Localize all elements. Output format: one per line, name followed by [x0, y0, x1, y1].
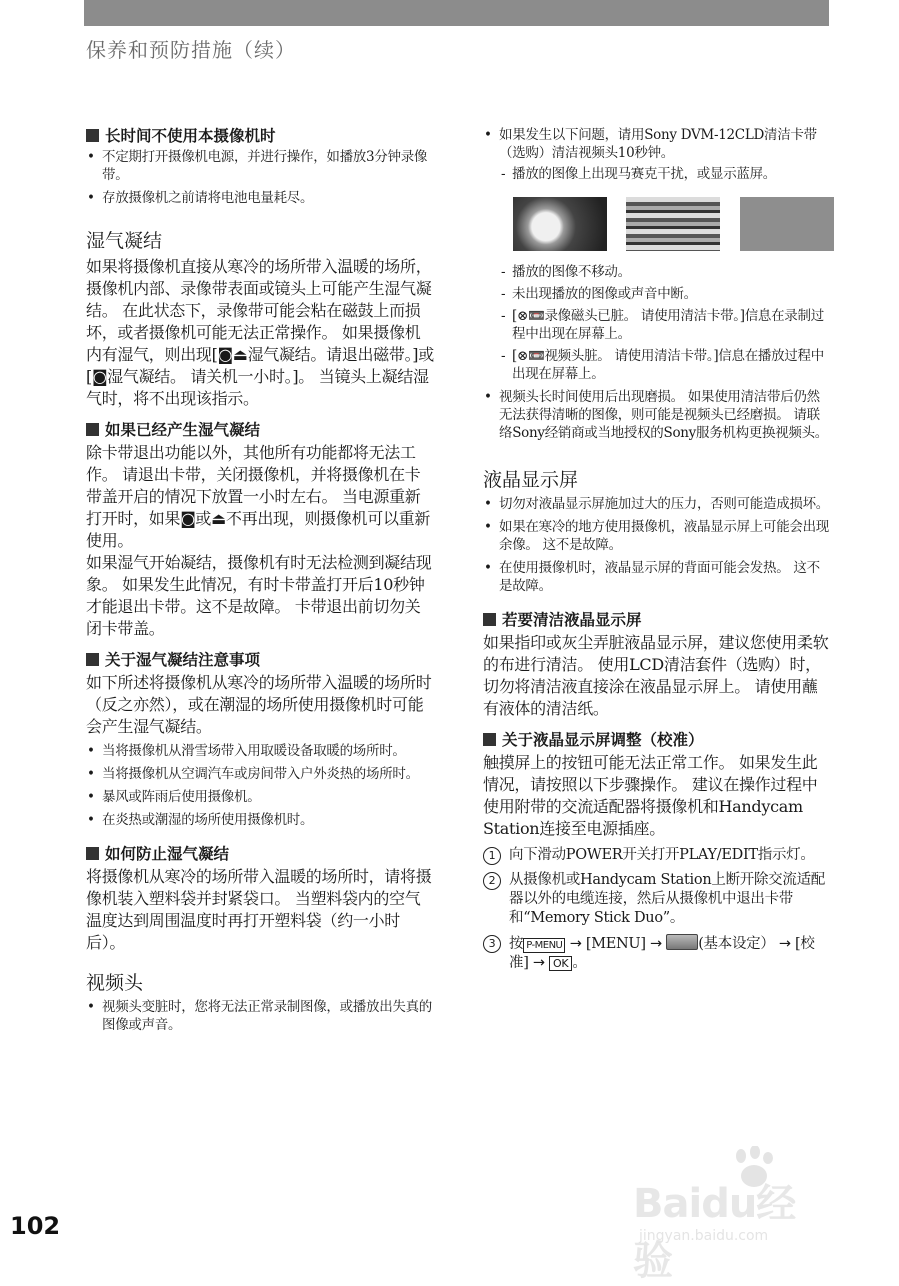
numbered-steps — [483, 846, 831, 973]
example-images — [513, 197, 831, 253]
right-column — [483, 126, 831, 979]
paragraph: 如果湿气开始凝结，摄像机有时无法检测到凝结现象。 如果发生此情况，有时卡带盖打开后10秒钟才能退出卡带。这不是故障。 卡带退出前切勿关闭卡带盖。 — [86, 553, 432, 638]
subheading-prevent-condensation: 如何防止湿气凝结 — [86, 844, 436, 865]
subheading-lcd-calibration: 关于液晶显示屏调整（校准） — [483, 730, 831, 751]
page-number: 102 — [10, 1212, 61, 1240]
dash-item: - 播放的图像不移动。 — [499, 263, 831, 281]
list-item: • 如果在寒冷的地方使用摄像机，液晶显示屏上可能会出现余像。 这不是故障。 — [483, 518, 831, 554]
bullet-list — [483, 126, 831, 442]
mosaic-noise-image — [513, 197, 607, 251]
subheading-long-storage: 长时间不使用本摄像机时 — [86, 126, 436, 147]
paragraph: 除卡带退出功能以外，其他所有功能都将无法工作。 请退出卡带，关闭摄像机，并将摄像机在卡带盖开启的情况下放置一小时左右。 当电源重新打开时，如果◙或⏏不再出现，则摄像机可以重新使用。 — [86, 443, 431, 550]
left-column — [86, 126, 436, 1039]
bullet-list — [483, 495, 831, 595]
baidu-watermark — [633, 1150, 833, 1284]
square-bullet-icon — [86, 847, 99, 860]
bullet-list — [86, 998, 436, 1034]
subheading-condensation-notes: 关于湿气凝结注意事项 — [86, 650, 436, 671]
paragraph: 触摸屏上的按钮可能无法正常工作。 如果发生此情况，请按照以下步骤操作。 建议在操作过程中使用附带的交流适配器将摄像机和Handycam Station连接至电源插座。 — [483, 753, 818, 838]
list-item: • 切勿对液晶显示屏施加过大的压力，否则可能造成损坏。 — [483, 495, 831, 513]
dash-item: - 播放的图像上出现马赛克干扰，或显示蓝屏。 — [499, 165, 831, 183]
dash-list — [499, 165, 831, 183]
list-item: • 当将摄像机从空调汽车或房间带入户外炎热的场所时。 — [86, 765, 436, 783]
bullet-list — [86, 148, 436, 207]
square-bullet-icon — [483, 613, 496, 626]
step-item: 3 按 P-MENU → [MENU] → (基本设定） → [校准] → OK 。 — [483, 934, 831, 973]
subheading-if-condensed: 如果已经产生湿气凝结 — [86, 420, 436, 441]
list-item: • 在使用摄像机时，液晶显示屏的背面可能会发热。 这不是故障。 — [483, 559, 831, 595]
section-title-condensation: 湿气凝结 — [86, 230, 163, 252]
arrow-icon: → — [532, 955, 545, 971]
square-bullet-icon — [86, 653, 99, 666]
p-menu-button-icon: P-MENU — [523, 938, 565, 953]
arrow-icon: → — [569, 936, 582, 952]
arrow-icon: → — [650, 936, 662, 952]
step-number-1: 1 — [483, 847, 501, 865]
dash-item: - 未出现播放的图像或声音中断。 — [499, 285, 831, 303]
step-number-2: 2 — [483, 872, 501, 890]
step-item: 2 从摄像机或Handycam Station上断开除交流适配器以外的电缆连接，然后从摄像机中退出卡带和“Memory Stick Duo”。 — [483, 871, 831, 928]
section-title-lcd: 液晶显示屏 — [483, 469, 579, 491]
step-number-3: 3 — [483, 935, 501, 953]
blue-screen-image — [740, 197, 834, 251]
dash-list — [499, 263, 831, 383]
list-item: • 如果发生以下问题，请用Sony DVM-12CLD清洁卡带（选购）清洁视频头10秒钟。 - 播放的图像上出现马赛克干扰，或显示蓝屏。 - 播放的图像不移动。 - 未出现播放的图像或声音中断。 - [⊗📼录像磁头已脏。 请使用清洁卡带。]信息在录制过程中出现在屏幕上。 - [⊗📼视频头脏。 请使用清洁卡带。]信息在播放过程中出现在屏幕上。 — [483, 126, 831, 383]
dash-item: - [⊗📼录像磁头已脏。 请使用清洁卡带。]信息在录制过程中出现在屏幕上。 — [499, 307, 831, 343]
section-title-video-head: 视频头 — [86, 972, 144, 994]
page-title: 保养和预防措施（续） — [86, 38, 296, 62]
square-bullet-icon — [86, 423, 99, 436]
paragraph: 将摄像机从寒冷的场所带入温暖的场所时，请将摄像机装入塑料袋并封紧袋口。 当塑料袋内的空气温度达到周围温度时再打开塑料袋（约一小时后）。 — [86, 867, 432, 952]
bullet-list — [86, 742, 436, 829]
square-bullet-icon — [483, 733, 496, 746]
stripe-noise-image — [626, 197, 720, 251]
list-item: • 暴风或阵雨后使用摄像机。 — [86, 788, 436, 806]
subheading-clean-lcd: 若要清洁液晶显示屏 — [483, 610, 831, 631]
paragraph: 如果指印或灰尘弄脏液晶显示屏，建议您使用柔软的布进行清洁。 使用LCD清洁套件（选购）时，切勿将清洁液直接涂在液晶显示屏上。 请使用蘸有液体的清洁纸。 — [483, 633, 829, 718]
arrow-icon: → — [778, 936, 791, 952]
header-bar — [84, 0, 829, 26]
list-item: • 在炎热或潮湿的场所使用摄像机时。 — [86, 811, 436, 829]
list-item: • 不定期打开摄像机电源，并进行操作，如播放3分钟录像带。 — [86, 148, 436, 184]
toolbox-icon — [666, 934, 698, 950]
list-item: • 当将摄像机从滑雪场带入用取暖设备取暖的场所时。 — [86, 742, 436, 760]
list-item: • 存放摄像机之前请将电池电量耗尽。 — [86, 189, 436, 207]
step-item: 1 向下滑动POWER开关打开PLAY/EDIT指示灯。 — [483, 846, 831, 865]
square-bullet-icon — [86, 129, 99, 142]
list-item: • 视频头长时间使用后出现磨损。 如果使用清洁带后仍然无法获得清晰的图像，则可能是视频头已经磨损。 请联络Sony经销商或当地授权的Sony服务机构更换视频头。 — [483, 388, 831, 442]
watermark-url: jingyan.baidu.com — [639, 1228, 769, 1244]
watermark-brand: Baidu经验 — [633, 1181, 796, 1284]
ok-button-icon: OK — [549, 956, 572, 971]
paragraph: 如下所述将摄像机从寒冷的场所带入温暖的场所时（反之亦然），或在潮湿的场所使用摄像机时可能会产生湿气凝结。 — [86, 673, 432, 736]
paragraph: 如果将摄像机直接从寒冷的场所带入温暖的场所，摄像机内部、录像带表面或镜头上可能产生湿气凝结。 在此状态下，录像带可能会粘在磁鼓上而损坏，或者摄像机可能无法正常操作。 如果摄像机内有湿气，则出现[◙⏏湿气凝结。请退出磁带。]或[◙湿气凝结。 请关机一小时。]。 当镜头上凝结湿气时，将不出现该指示。 — [86, 257, 434, 408]
dash-item: - [⊗📼视频头脏。 请使用清洁卡带。]信息在播放过程中出现在屏幕上。 — [499, 347, 831, 383]
list-item: • 视频头变脏时，您将无法正常录制图像，或播放出失真的图像或声音。 — [86, 998, 436, 1034]
